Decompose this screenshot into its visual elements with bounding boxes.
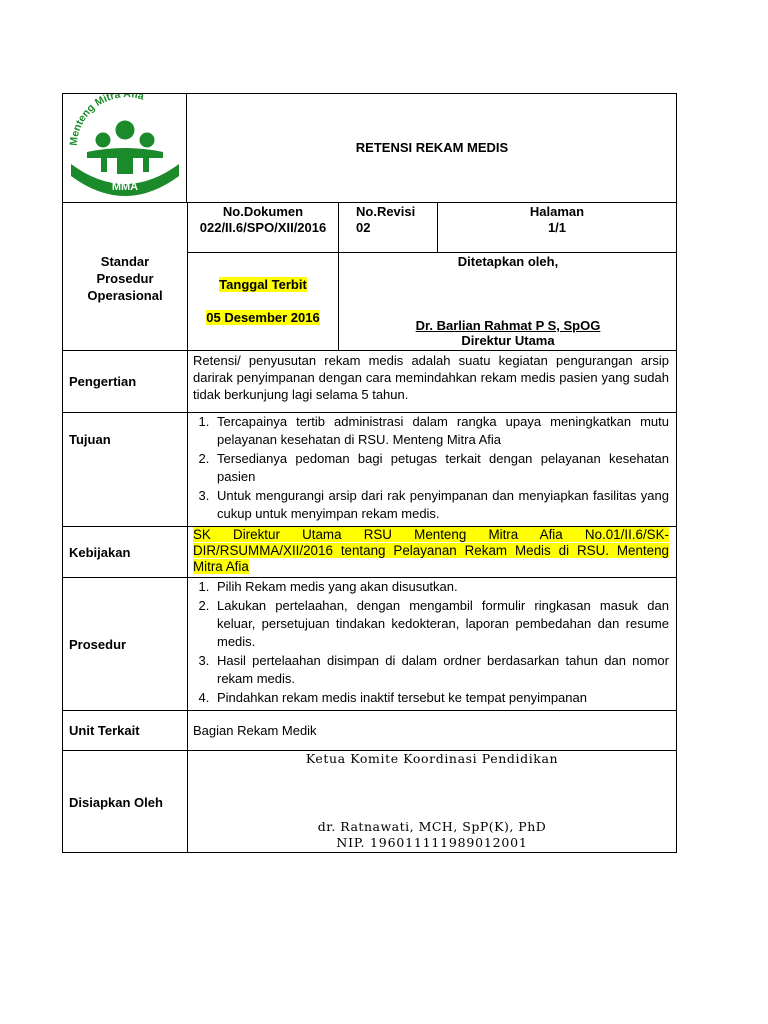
no-revisi-label: No.Revisi xyxy=(356,204,416,219)
logo-cell xyxy=(63,94,187,202)
director-name: Dr. Barlian Rahmat P S, SpOG xyxy=(415,318,601,333)
list-item: 4. Pindahkan rekam medis inaktif tersebut ke tempat penyimpanan xyxy=(213,689,669,707)
unit-terkait-text: Bagian Rekam Medik xyxy=(193,723,317,738)
hospital-logo xyxy=(63,94,187,202)
no-dokumen-label: No.Dokumen xyxy=(222,204,304,219)
no-revisi-value: 02 xyxy=(356,220,371,235)
prosedur-label: Prosedur xyxy=(69,636,127,652)
tujuan-label: Tujuan xyxy=(69,431,111,447)
halaman-label: Halaman xyxy=(529,204,585,219)
disiapkan-label: Disiapkan Oleh xyxy=(69,794,163,810)
ditetapkan-label: Ditetapkan oleh, xyxy=(457,254,559,269)
list-item: 3. Hasil pertelaahan disimpan di dalam ordner berdasarkan tahun dan nomor rekam medis. xyxy=(213,652,669,688)
halaman-value: 1/1 xyxy=(547,220,567,235)
divider xyxy=(188,252,677,253)
prosedur-list xyxy=(193,578,669,708)
divider xyxy=(62,202,677,203)
list-item: 1. Pilih Rekam medis yang akan disusutkan. xyxy=(213,578,669,596)
list-item: 1. Tercapainya tertib administrasi dalam rangka upaya meningkatkan mutu pelayanan kesehatan di RSU. Menteng Mitra Afia xyxy=(213,413,669,449)
list-item: 3. Untuk mengurangi arsip dari rak penyimpanan dan menyiapkan fasilitas yang cukup untuk menyimpan rekam medis. xyxy=(213,487,669,523)
tanggal-terbit-label: Tanggal Terbit xyxy=(219,277,307,292)
director-title: Direktur Utama xyxy=(461,333,555,348)
list-item: 2. Lakukan pertelaahan, dengan mengambil formulir ringkasan masuk dan keluar, persetujuan tindakan kedokteran, laporan pembedahan dan resume medis. xyxy=(213,597,669,651)
tujuan-list xyxy=(193,413,669,524)
unit-terkait-label: Unit Terkait xyxy=(69,723,140,738)
page-title: RETENSI REKAM MEDIS xyxy=(355,140,509,155)
tanggal-terbit-value: 05 Desember 2016 xyxy=(206,310,320,325)
disiapkan-name: dr. Ratnawati, MCH, SpP(K), PhD xyxy=(317,819,547,834)
disiapkan-nip: NIP. 196011111989012001 xyxy=(336,835,528,850)
logo-banner-text: MMA xyxy=(111,181,139,193)
pengertian-text: Retensi/ penyusutan rekam medis adalah suatu kegiatan pengurangan arsip darirak penyimpanan dengan cara memindahkan rekam medis pasien yang sudah tidak berkunjung lagi selama 5 tahun. xyxy=(193,353,669,402)
no-dokumen-value: 022/II.6/SPO/XII/2016 xyxy=(199,220,327,235)
kebijakan-text: SK Direktur Utama RSU Menteng Mitra Afia No.01/II.6/SK-DIR/RSUMMA/XII/2016 tentang Pelayanan Rekam Medis di RSU. Menteng Mitra Afia xyxy=(193,527,669,574)
logo-arc-text: Menteng Mitra Afia xyxy=(67,94,146,147)
pengertian-label: Pengertian xyxy=(69,374,137,389)
list-item: 2. Tersedianya pedoman bagi petugas terkait dengan pelayanan kesehatan pasien xyxy=(213,450,669,486)
disiapkan-role: Ketua Komite Koordinasi Pendidikan xyxy=(305,751,559,766)
family-figures-icon xyxy=(87,121,163,175)
sop-label: Standar Prosedur Operasional xyxy=(87,254,163,303)
kebijakan-label: Kebijakan xyxy=(69,544,131,560)
